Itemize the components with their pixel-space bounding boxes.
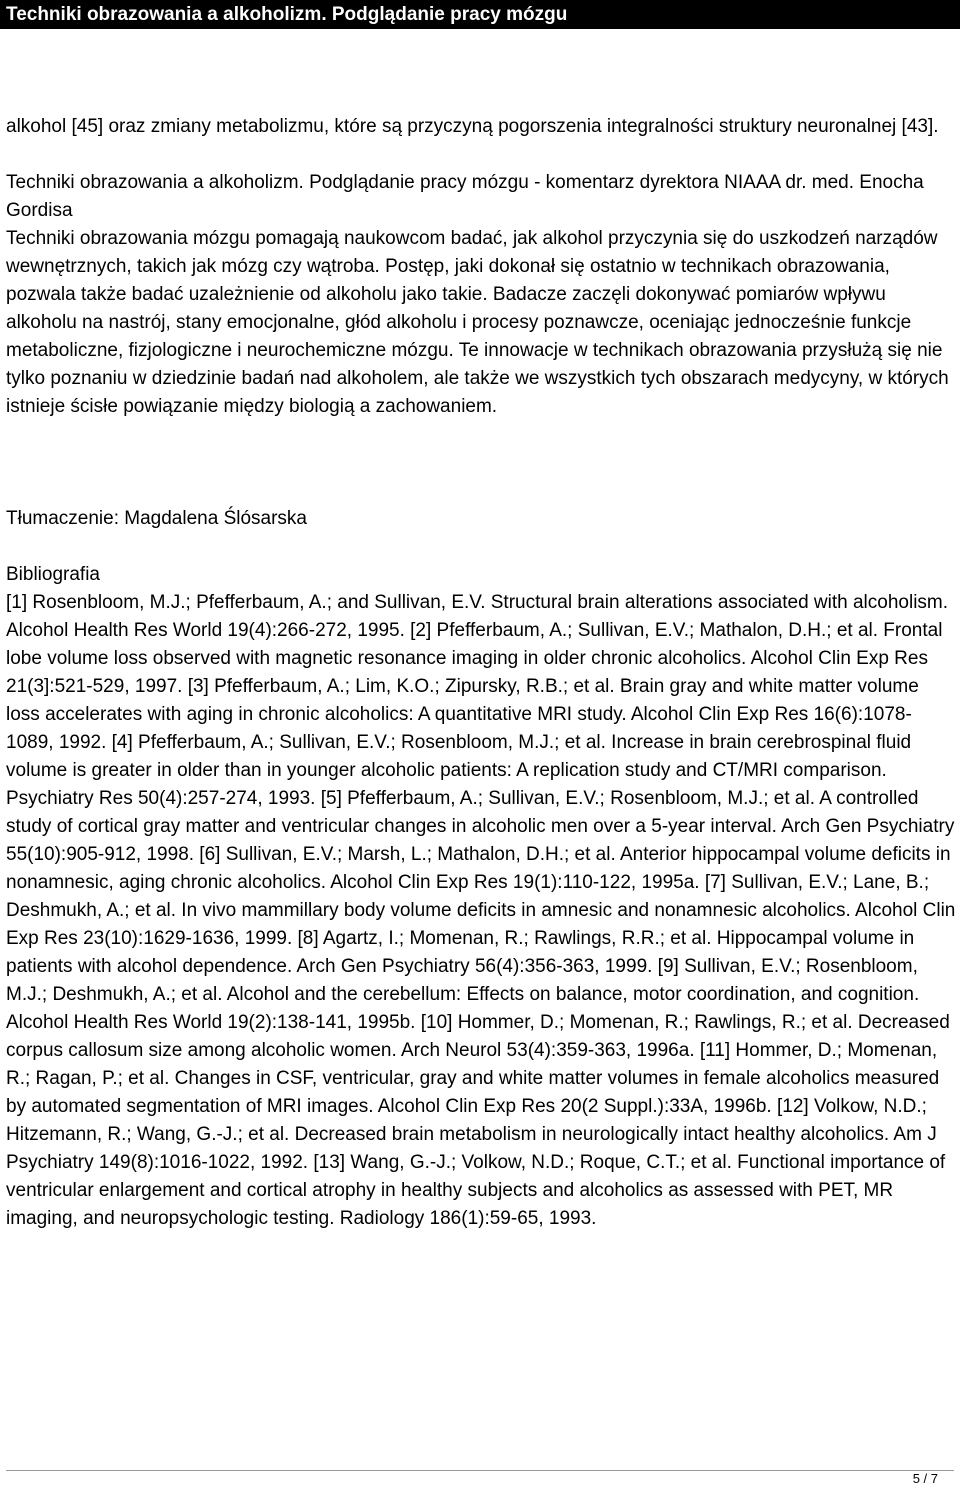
- bibliography-heading: Bibliografia: [6, 564, 100, 585]
- paragraph-spacer: [6, 141, 956, 169]
- intro-continuation-paragraph: alkohol [45] oraz zmiany metabolizmu, które są przyczyną pogorszenia integralności struktury neuronalnej [43].: [6, 116, 939, 137]
- commentary-paragraph: Techniki obrazowania mózgu pomagają naukowcom badać, jak alkohol przyczynia się do uszkodzeń narządów wewnętrznych, takich jak mózg czy wątroba. Postęp, jaki dokonał się ostatnio w technikach obrazowania, pozwala także badać uzależnienie od alkoholu jako takie. Badacze zaczęli dokonywać pomiarów wpływu alkoholu na nastrój, stany emocjonalne, głód alkoholu i procesy poznawcze, oceniając jednocześnie funkcje metaboliczne, fizjologiczne i neurochemiczne mózgu. Te innowacje w technikach obrazowania przysłużą się nie tylko poznaniu w dziedzinie badań nad alkoholem, ale także we wszystkich tych obszarach medycyny, w których istnieje ścisłe powiązanie między biologią a zachowaniem.: [6, 228, 949, 417]
- section-spacer: [6, 421, 956, 505]
- document-body: [6, 113, 956, 1233]
- page-header-title: Techniki obrazowania a alkoholizm. Podglądanie pracy mózgu: [0, 0, 960, 29]
- paragraph-spacer: [6, 533, 956, 561]
- commentary-title: Techniki obrazowania a alkoholizm. Podglądanie pracy mózgu - komentarz dyrektora NIAAA dr. med. Enocha Gordisa: [6, 172, 924, 221]
- page-number: 5 / 7: [912, 1471, 938, 1486]
- footer-divider: [6, 1470, 954, 1471]
- translation-credit: Tłumaczenie: Magdalena Ślósarska: [6, 508, 307, 529]
- bibliography-list: [1] Rosenbloom, M.J.; Pfefferbaum, A.; and Sullivan, E.V. Structural brain alterations associated with alcoholism. Alcohol Health Res World 19(4):266-272, 1995. [2] Pfefferbaum, A.; Sullivan, E.V.; Mathalon, D.H.; et al. Frontal lobe volume loss observed with magnetic resonance imaging in older chronic alcoholics. Alcohol Clin Exp Res 21(3]:521-529, 1997. [3] Pfefferbaum, A.; Lim, K.O.; Zipursky, R.B.; et al. Brain gray and white matter volume loss accelerates with aging in chronic alcoholics: A quantitative MRI study. Alcohol Clin Exp Res 16(6):1078-1089, 1992. [4] Pfefferbaum, A.; Sullivan, E.V.; Rosenbloom, M.J.; et al. Increase in brain cerebrospinal fluid volume is greater in older than in younger alcoholic patients: A replication study and CT/MRI comparison. Psychiatry Res 50(4):257-274, 1993. [5] Pfefferbaum, A.; Sullivan, E.V.; Rosenbloom, M.J.; et al. A controlled study of cortical gray matter and ventricular changes in alcoholic men over a 5-year interval. Arch Gen Psychiatry 55(10):905-912, 1998. [6] Sullivan, E.V.; Marsh, L.; Mathalon, D.H.; et al. Anterior hippocampal volume deficits in nonamnesic, aging chronic alcoholics. Alcohol Clin Exp Res 19(1):110-122, 1995a. [7] Sullivan, E.V.; Lane, B.; Deshmukh, A.; et al. In vivo mammillary body volume deficits in amnesic and nonamnesic alcoholics. Alcohol Clin Exp Res 23(10):1629-1636, 1999. [8] Agartz, I.; Momenan, R.; Rawlings, R.R.; et al. Hippocampal volume in patients with alcohol dependence. Arch Gen Psychiatry 56(4):356-363, 1999. [9] Sullivan, E.V.; Rosenbloom, M.J.; Deshmukh, A.; et al. Alcohol and the cerebellum: Effects on balance, motor coordination, and cognition. Alcohol Health Res World 19(2):138-141, 1995b. [10] Hommer, D.; Momenan, R.; Rawlings, R.; et al. Decreased corpus callosum size among alcoholic women. Arch Neurol 53(4):359-363, 1996a. [11] Hommer, D.; Momenan, R.; Ragan, P.; et al. Changes in CSF, ventricular, gray and white matter volumes in female alcoholics measured by automated segmentation of MRI images. Alcohol Clin Exp Res 20(2 Suppl.):33A, 1996b. [12] Volkow, N.D.; Hitzemann, R.; Wang, G.-J.; et al. Decreased brain metabolism in neurologically intact healthy alcoholics. Am J Psychiatry 149(8):1016-1022, 1992. [13] Wang, G.-J.; Volkow, N.D.; Roque, C.T.; et al. Functional importance of ventricular enlargement and cortical atrophy in healthy subjects and alcoholics as assessed with PET, MR imaging, and neuropsychologic testing. Radiology 186(1):59-65, 1993.: [6, 592, 956, 1229]
